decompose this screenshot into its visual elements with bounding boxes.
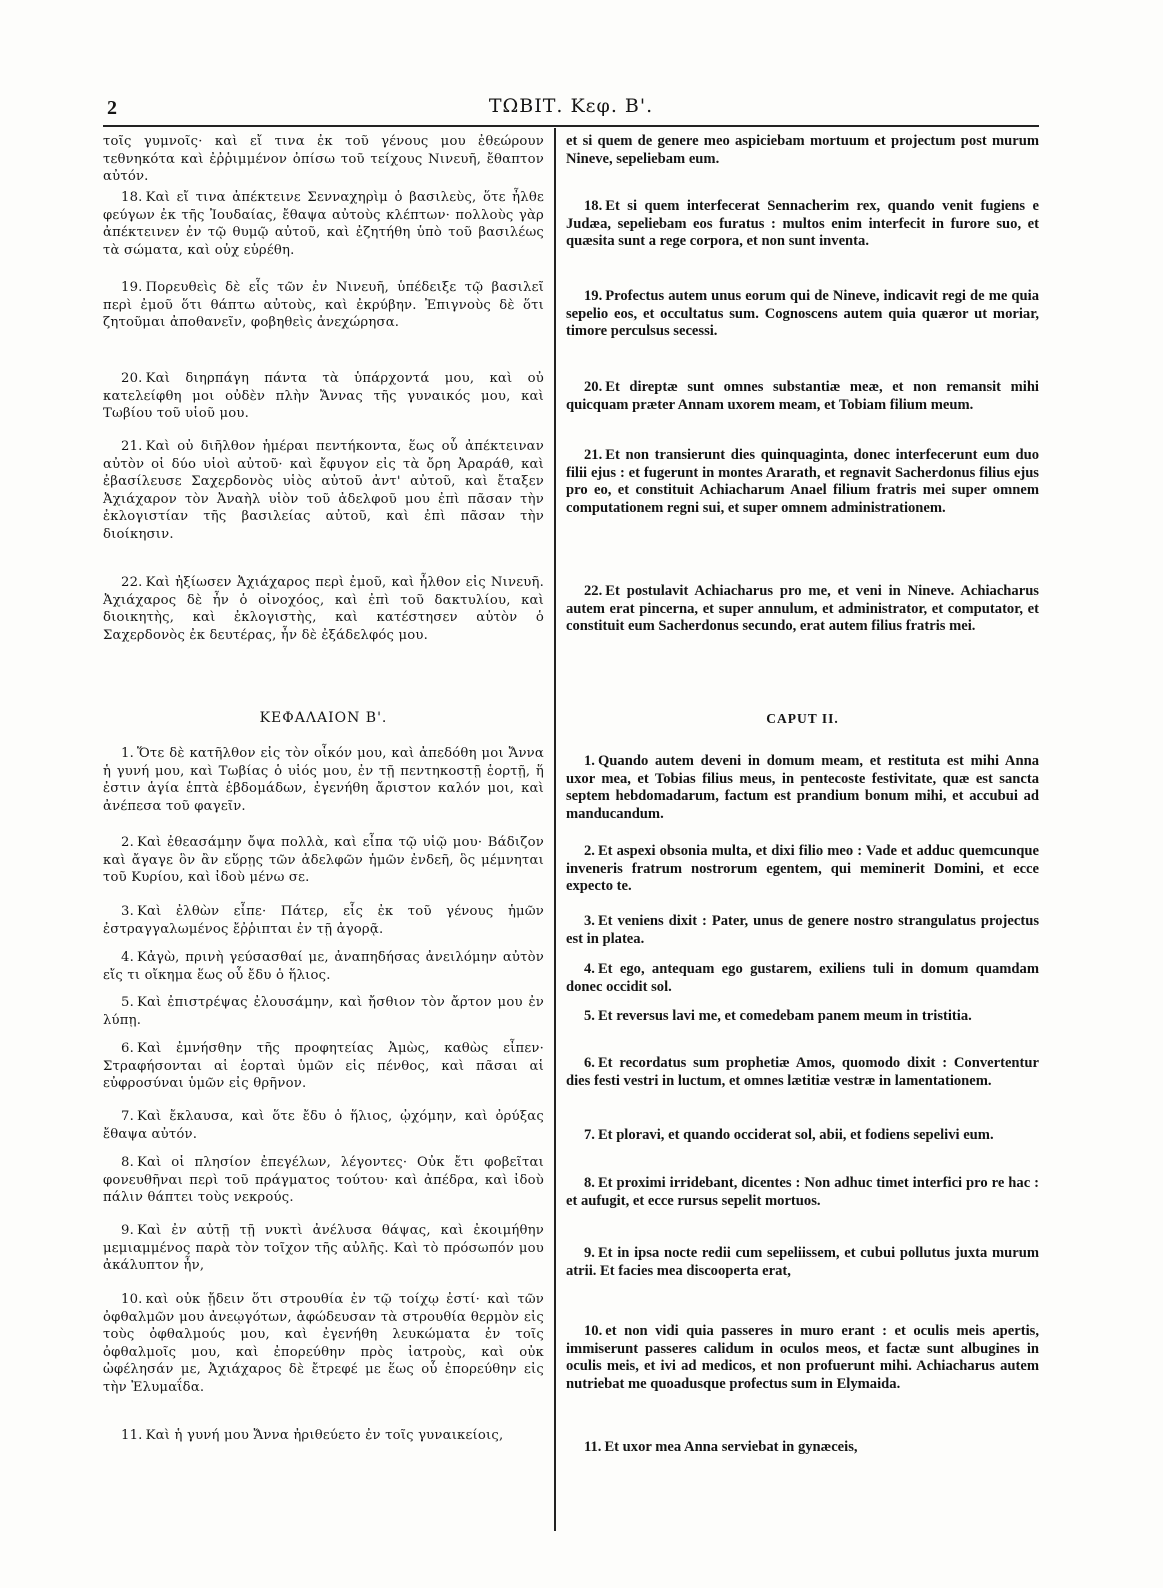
running-title: ΤΩΒΙΤ. Κεφ. Β'. bbox=[488, 95, 654, 117]
latin-ch2-verse-2: 2. Et aspexi obsonia multa, et dixi filio meo : Vade et adduc quemcunque inveneris fratrum nostrorum egentem, qui meminerit Domini, et ecce expecto te. bbox=[566, 843, 1039, 895]
page-number: 2 bbox=[107, 97, 117, 119]
latin-ch2-verse-9: 9. Et in ipsa nocte redii cum sepeliissem, et cubui pollutus juxta murum atrii. Et facies mea discooperta erat, bbox=[566, 1245, 1039, 1279]
greek-verse-19: 19. Πορευθεὶς δὲ εἷς τῶν ἐν Νινευῆ, ὑπέδειξε τῷ βασιλεῖ περὶ ἐμοῦ ὅτι θάπτω αὐτοὺς, καὶ ἐκρύβην. Ἐπιγνοὺς δὲ ὅτι ζητοῦμαι ἀποθανεῖν, φοβηθεὶς ἀνεχώρησα. bbox=[103, 280, 544, 331]
latin-verse-17-cont: et si quem de genere meo aspiciebam mortuum et projectum post murum Nineve, sepeliebam eum. bbox=[566, 133, 1039, 167]
latin-ch2-verse-4: 4. Et ego, antequam ego gustarem, exiliens tuli in domum quamdam donec occidit sol. bbox=[566, 961, 1039, 995]
greek-ch2-verse-5: 5. Καὶ ἐπιστρέψας ἐλουσάμην, καὶ ἤσθιον τὸν ἄρτον μου ἐν λύπῃ. bbox=[103, 995, 544, 1028]
latin-ch2-verse-1: 1. Quando autem deveni in domum meam, et restituta est mihi Anna uxor mea, et Tobias filius meus, in pentecoste festivitate, quæ est sancta septem hebdomadarum, factum est prandium bonum mihi, et accubui ad manducandum. bbox=[566, 753, 1039, 822]
latin-verse-18: 18. Et si quem interfecerat Sennacherim rex, quando venit fugiens e Judæa, sepeliebam eos furatus : multos enim interfecit in furore suo, et quæsita sunt a rege corpora, et non sunt inventa. bbox=[566, 198, 1039, 250]
greek-ch2-verse-8: 8. Καὶ οἱ πλησίον ἐπεγέλων, λέγοντες· Οὐκ ἔτι φοβεῖται φονευθῆναι περὶ τοῦ πράγματος τούτου· καὶ ἀπέδρα, καὶ ἰδοὺ πάλιν θάπτει τοὺς νεκρούς. bbox=[103, 1155, 544, 1206]
column-divider bbox=[554, 128, 556, 1531]
greek-ch2-verse-9: 9. Καὶ ἐν αὐτῇ τῇ νυκτὶ ἀνέλυσα θάψας, καὶ ἐκοιμήθην μεμιαμμένος παρὰ τὸν τοῖχον τῆς αὐλῆς. Καὶ τὸ πρόσωπόν μου ἀκάλυπτον ἦν, bbox=[103, 1223, 544, 1274]
latin-ch2-verse-3: 3. Et veniens dixit : Pater, unus de genere nostro strangulatus projectus est in platea. bbox=[566, 913, 1039, 947]
greek-ch2-verse-6: 6. Καὶ ἐμνήσθην τῆς προφητείας Ἀμὼς, καθὼς εἶπεν· Στραφήσονται αἱ ἑορταὶ ὑμῶν εἰς πένθος, καὶ πᾶσαι αἱ εὐφροσύναι ὑμῶν εἰς θρῆνον. bbox=[103, 1041, 544, 1092]
greek-verse-20: 20. Καὶ διηρπάγη πάντα τὰ ὑπάρχοντά μου, καὶ οὐ κατελείφθη μοι οὐδὲν πλὴν Ἄννας τῆς γυναικός μου, καὶ Τωβίου τοῦ υἱοῦ μου. bbox=[103, 371, 544, 422]
latin-verse-21: 21. Et non transierunt dies quinquaginta, donec interfecerunt eum duo filii ejus : et fugerunt in montes Ararath, et regnavit Sacherdonus filius ejus pro eo, et constituit Achiacharum Anael filium fratris mei super omnem computationem regni sui, et super omnem administrationem. bbox=[566, 447, 1039, 516]
latin-ch2-verse-6: 6. Et recordatus sum prophetiæ Amos, quomodo dixit : Convertentur dies festi vestri in luctum, et omnes lætitiæ vestræ in lamentationem. bbox=[566, 1055, 1039, 1089]
greek-ch2-verse-4: 4. Κἀγὼ, πρινὴ γεύσασθαί με, ἀναπηδήσας ἀνειλόμην αὐτὸν εἴς τι οἴκημα ἕως οὗ ἔδυ ὁ ἥλιος. bbox=[103, 950, 544, 983]
latin-ch2-verse-10: 10. et non vidi quia passeres in muro erant : et oculis meis apertis, immiserunt passeres calidum in oculos meos, et factæ sunt albugines in oculis meis, et ivi ad medicos, et non profuerunt mihi. Achiacharus autem nutriebat me quoadusque profectus sum in Elymaida. bbox=[566, 1323, 1039, 1392]
page-header bbox=[103, 95, 1039, 123]
greek-verse-18: 18. Καὶ εἴ τινα ἀπέκτεινε Σενναχηρὶμ ὁ βασιλεὺς, ὅτε ἦλθε φεύγων ἐκ τῆς Ἰουδαίας, ἔθαψα αὐτοὺς κλέπτων· πολλοὺς γὰρ ἀπέκτεινεν ἐν τῷ θυμῷ αὐτοῦ, καὶ ἐζητήθη ὑπὸ τοῦ βασιλέως τὰ σώματα, καὶ οὐχ εὑρέθη. bbox=[103, 190, 544, 258]
greek-verse-22: 22. Καὶ ἠξίωσεν Ἀχιάχαρος περὶ ἐμοῦ, καὶ ἦλθον εἰς Νινευῆ. Ἀχιάχαρος δὲ ἦν ὁ οἰνοχόος, καὶ ἐπὶ τοῦ δακτυλίου, καὶ διοικητὴς, καὶ ἐκλογιστὴς, καὶ κατέστησεν αὐτὸν ὁ Σαχερδονὸς ἐκ δευτέρας, ἦν δὲ ἐξάδελφός μου. bbox=[103, 575, 544, 643]
latin-verse-22: 22. Et postulavit Achiacharus pro me, et veni in Nineve. Achiacharus autem erat pincerna, et super annulum, et administrator, et computator, et constituit eum Sacherdonus secundo, erat autem filius fratris mei. bbox=[566, 583, 1039, 635]
greek-ch2-verse-2: 2. Καὶ ἐθεασάμην ὄψα πολλὰ, καὶ εἶπα τῷ υἱῷ μου· Βάδιζον καὶ ἄγαγε ὃν ἂν εὕρῃς τῶν ἀδελφῶν ἡμῶν ἐνδεῆ, ὃς μέμνηται τοῦ Κυρίου, καὶ ἰδοὺ μένω σε. bbox=[103, 835, 544, 886]
greek-ch2-verse-7: 7. Καὶ ἔκλαυσα, καὶ ὅτε ἔδυ ὁ ἥλιος, ᾠχόμην, καὶ ὀρύξας ἔθαψα αὐτόν. bbox=[103, 1109, 544, 1142]
latin-ch2-verse-8: 8. Et proximi irridebant, dicentes : Non adhuc timet interfici pro re hac : et aufugit, et ecce rursus sepelit mortuos. bbox=[566, 1175, 1039, 1209]
document-page bbox=[103, 95, 1039, 1535]
greek-ch2-verse-3: 3. Καὶ ἐλθὼν εἶπε· Πάτερ, εἷς ἐκ τοῦ γένους ἡμῶν ἐστραγγαλωμένος ἔῤῥιπται ἐν τῇ ἀγορᾷ. bbox=[103, 904, 544, 937]
latin-ch2-verse-5: 5. Et reversus lavi me, et comedebam panem meum in tristitia. bbox=[584, 1008, 972, 1024]
greek-chapter-heading: ΚΕΦΑΛΑΙΟΝ Β'. bbox=[259, 710, 388, 726]
latin-ch2-verse-7: 7. Et ploravi, et quando occiderat sol, abii, et fodiens sepelivi eum. bbox=[584, 1127, 994, 1143]
latin-chapter-heading: CAPUT II. bbox=[766, 711, 839, 726]
greek-ch2-verse-1: 1. Ὅτε δὲ κατῆλθον εἰς τὸν οἶκόν μου, καὶ ἀπεδόθη μοι Ἄννα ἡ γυνή μου, καὶ Τωβίας ὁ υἱός μου, ἐν τῇ πεντηκοστῇ ἑορτῇ, ἥ ἐστιν ἁγία ἑπτὰ ἑβδομάδων, ἐγενήθη ἄριστον καλόν μοι, καὶ ἀνέπεσα τοῦ φαγεῖν. bbox=[103, 746, 544, 814]
greek-ch2-verse-11: 11. Καὶ ἡ γυνή μου Ἄννα ἠριθεύετο ἐν τοῖς γυναικείοις, bbox=[121, 1428, 504, 1443]
greek-verse-21: 21. Καὶ οὐ διῆλθον ἡμέραι πεντήκοντα, ἕως οὗ ἀπέκτειναν αὐτὸν οἱ δύο υἱοὶ αὐτοῦ· καὶ ἔφυγον εἰς τὰ ὄρη Ἀραράθ, καὶ ἐβασίλευσε Σαχερδονὸς υἱὸς αὐτοῦ ἀντ' αὐτοῦ, καὶ ἔταξεν Ἀχιάχαρον τὸν Ἀναὴλ υἱὸν τοῦ ἀδελφοῦ μου ἐπὶ πᾶσαν τὴν ἐκλογιστίαν τῆς βασιλείας αὐτοῦ, καὶ ἐπὶ πᾶσαν τὴν διοίκησιν. bbox=[103, 439, 544, 542]
latin-verse-19: 19. Profectus autem unus eorum qui de Nineve, indicavit regi de me quia sepelio eos, et occultatus sum. Cognoscens autem quia quæror ut moriar, timore perculsus secessi. bbox=[566, 288, 1039, 340]
latin-verse-20: 20. Et direptæ sunt omnes substantiæ meæ, et non remansit mihi quicquam præter Annam uxorem meam, et Tobiam filium meum. bbox=[566, 379, 1039, 413]
latin-ch2-verse-11: 11. Et uxor mea Anna serviebat in gynæceis, bbox=[584, 1439, 858, 1455]
header-rule bbox=[103, 125, 1039, 127]
greek-ch2-verse-10: 10. καὶ οὐκ ᾔδειν ὅτι στρουθία ἐν τῷ τοίχῳ ἐστί· καὶ τῶν ὀφθαλμῶν μου ἀνεῳγότων, ἀφώδευσαν τὰ στρουθία θερμὸν εἰς τοὺς ὀφθαλμούς μου, καὶ ἐγενήθη λευκώματα ἐν τοῖς ὀφθαλμοῖς μου, καὶ ἐπορεύθην πρὸς ἰατροὺς, καὶ οὐκ ὠφέλησάν με, Ἀχιάχαρος δὲ ἔτρεφέ με ἕως οὗ ἐπορεύθην εἰς τὴν Ἐλυμαΐδα. bbox=[103, 1292, 544, 1395]
greek-verse-17-cont: τοῖς γυμνοῖς· καὶ εἴ τινα ἐκ τοῦ γένους μου ἐθεώρουν τεθνηκότα καὶ ἐῤῥιμμένον ὀπίσω τοῦ τείχους Νινευῆ, ἔθαπτον αὐτόν. bbox=[103, 134, 544, 185]
